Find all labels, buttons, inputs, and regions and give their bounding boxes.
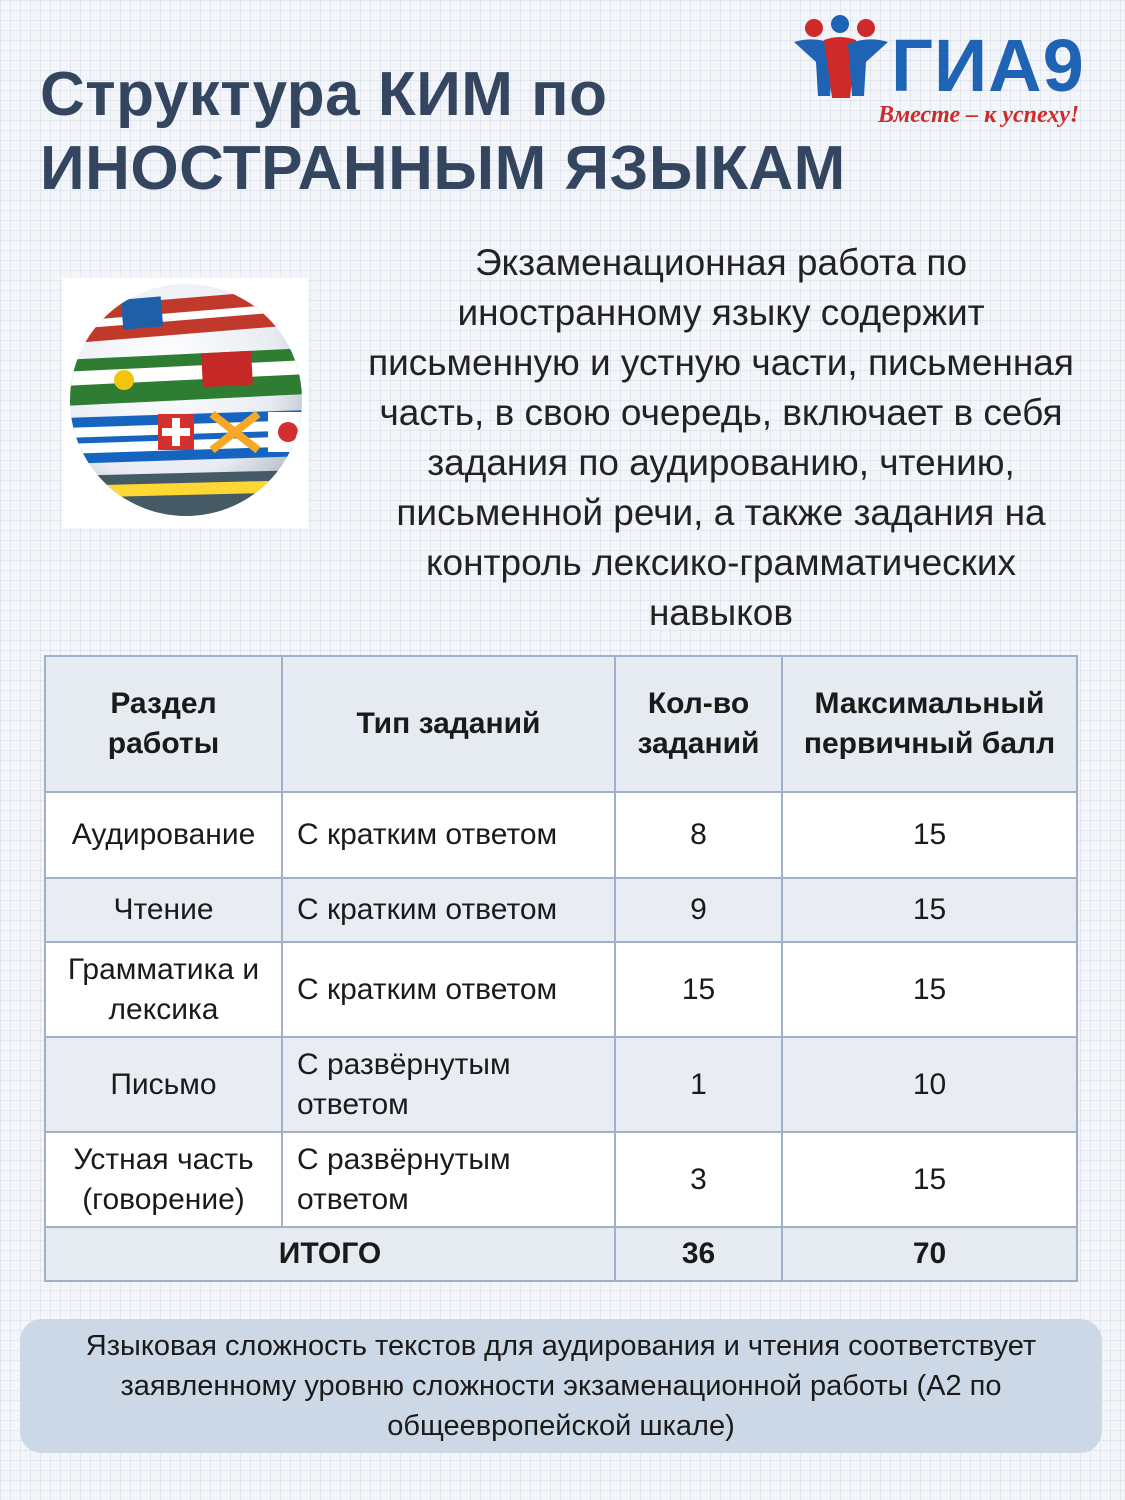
row-section: Устная часть (говорение) — [45, 1132, 282, 1227]
row-max-score: 15 — [782, 1132, 1077, 1227]
row-task-type: С кратким ответом — [282, 878, 615, 942]
row-max-score: 15 — [782, 942, 1077, 1037]
title-line-2: ИНОСТРАННЫМ ЯЗЫКАМ — [40, 134, 846, 203]
header-task-type: Тип заданий — [282, 656, 615, 792]
intro-text: Экзаменационная работа по иностранному языку содержит письменную и устную части, письменная часть, в свою очередь, включает в себя задания по аудированию, чтению, письменной речи, а также задания на контроль лексико-грамматических навыков — [368, 242, 1074, 633]
gia9-logo — [788, 10, 1118, 135]
flag-globe-image — [62, 278, 308, 528]
total-label: ИТОГО — [45, 1227, 615, 1281]
row-section: Аудирование — [45, 792, 282, 878]
row-section: Чтение — [45, 878, 282, 942]
row-task-count: 3 — [615, 1132, 782, 1227]
kim-structure-table — [44, 655, 1078, 1282]
flag-globe-icon — [62, 278, 308, 528]
row-section: Грамматика и лексика — [45, 942, 282, 1037]
table-total-row — [45, 1227, 1077, 1281]
difficulty-note-text: Языковая сложность текстов для аудирования и чтения соответствует заявленному уровню сложности экзаменационной работы (А2 по общеевропейской шкале) — [85, 1330, 1037, 1442]
table-row — [45, 1132, 1077, 1227]
difficulty-note — [20, 1319, 1102, 1453]
table-header-row — [45, 656, 1077, 792]
table-row — [45, 792, 1077, 878]
row-max-score: 10 — [782, 1037, 1077, 1132]
row-task-count: 1 — [615, 1037, 782, 1132]
header-task-count: Кол-во заданий — [615, 656, 782, 792]
title-line-1: Структура КИМ по — [40, 60, 608, 129]
row-task-type: С развёрнутым ответом — [282, 1037, 615, 1132]
page-title — [40, 58, 846, 206]
logo-word: ГИА9 — [891, 24, 1085, 107]
row-task-type: С кратким ответом — [282, 942, 615, 1037]
table-row — [45, 942, 1077, 1037]
row-section: Письмо — [45, 1037, 282, 1132]
total-task-count: 36 — [615, 1227, 782, 1281]
table-row — [45, 878, 1077, 942]
row-task-count: 8 — [615, 792, 782, 878]
row-task-type: С развёрнутым ответом — [282, 1132, 615, 1227]
people-icon — [788, 14, 898, 104]
table-row — [45, 1037, 1077, 1132]
row-task-type: С кратким ответом — [282, 792, 615, 878]
row-max-score: 15 — [782, 878, 1077, 942]
row-task-count: 9 — [615, 878, 782, 942]
logo-slogan: Вместе – к успеху! — [878, 102, 1080, 128]
header-section: Раздел работы — [45, 656, 282, 792]
total-max-score: 70 — [782, 1227, 1077, 1281]
header-max-score: Максимальный первичный балл — [782, 656, 1077, 792]
row-max-score: 15 — [782, 792, 1077, 878]
row-task-count: 15 — [615, 942, 782, 1037]
